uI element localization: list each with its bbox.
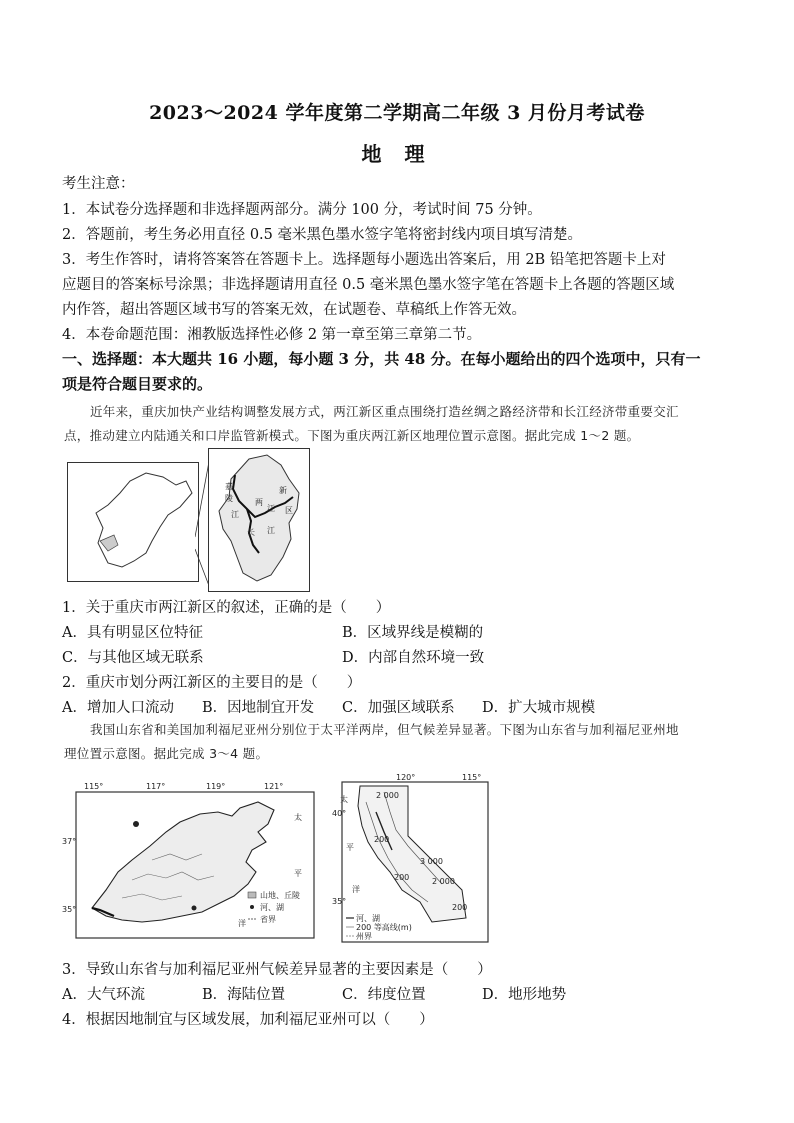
ocean-label: 洋 bbox=[238, 919, 246, 928]
lat-label: 35° bbox=[62, 905, 77, 914]
option-2c: C．加强区域联系 bbox=[342, 700, 455, 716]
ocean-label: 太 bbox=[340, 795, 348, 804]
legend-label: 河、湖 bbox=[356, 914, 380, 923]
notice-line: 应题目的答案标号涂黑；非选择题请用直径 0.5 毫米黑色墨水签字笔在答题卡上各题的答题区域 bbox=[62, 277, 675, 293]
option-1a: A．具有明显区位特征 bbox=[62, 625, 203, 641]
contour-label: 2 000 bbox=[432, 877, 455, 886]
exam-title: 2023～2024 学年度第二学期高二年级 3 月份月考试卷 bbox=[149, 102, 645, 124]
option-3a: A．大气环流 bbox=[62, 987, 145, 1003]
lon-label: 119° bbox=[206, 782, 226, 791]
chongqing-outline bbox=[96, 473, 192, 567]
passage-2-line: 我国山东省和美国加利福尼亚州分别位于太平洋两岸，但气候差异显著。下图为山东省与加利福尼亚州地 bbox=[90, 722, 679, 737]
contour-label: 2 000 bbox=[376, 791, 399, 800]
option-2a: A．增加人口流动 bbox=[62, 700, 174, 716]
legend-label: 河、湖 bbox=[260, 903, 284, 912]
ocean-label: 平 bbox=[294, 869, 302, 878]
question-1-stem: 1．关于重庆市两江新区的叙述，正确的是（ ） bbox=[62, 600, 391, 616]
shandong-map bbox=[62, 780, 328, 944]
map-label: 江 bbox=[267, 504, 275, 513]
map-label: 嘉 bbox=[225, 482, 233, 491]
question-4-stem: 4．根据因地制宜与区域发展，加利福尼亚州可以（ ） bbox=[62, 1012, 434, 1028]
chongqing-overview-map bbox=[67, 462, 199, 582]
subject-title: 地 理 bbox=[361, 142, 433, 166]
option-3c: C．纬度位置 bbox=[342, 987, 426, 1003]
map-label: 江 bbox=[267, 526, 275, 535]
ocean-label: 洋 bbox=[352, 885, 360, 894]
option-2d: D．扩大城市规模 bbox=[482, 700, 596, 716]
contour-label: 3 000 bbox=[420, 857, 443, 866]
lat-label: 40° bbox=[332, 809, 347, 818]
map-label: 区 bbox=[285, 506, 293, 515]
passage-2-line: 理位置示意图。据此完成 3～4 题。 bbox=[64, 746, 269, 761]
liangjiang-detail-map bbox=[208, 448, 310, 592]
notice-line: 内作答，超出答题区域书写的答案无效，在试题卷、草稿纸上作答无效。 bbox=[62, 302, 526, 318]
map-label: 陵 bbox=[225, 494, 233, 503]
lon-label: 117° bbox=[146, 782, 166, 791]
contour-label: 200 bbox=[374, 835, 390, 844]
question-3-stem: 3．导致山东省与加利福尼亚州气候差异显著的主要因素是（ ） bbox=[62, 962, 492, 978]
lon-label: 115° bbox=[462, 773, 482, 782]
passage-1-line: 近年来，重庆加快产业结构调整发展方式，两江新区重点围绕打造丝绸之路经济带和长江经济带重要交汇 bbox=[90, 404, 679, 419]
lat-label: 37° bbox=[62, 837, 77, 846]
option-2b: B．因地制宜开发 bbox=[202, 700, 315, 716]
lon-label: 120° bbox=[396, 773, 416, 782]
map-label: 新 bbox=[279, 486, 287, 495]
notice-line: 1．本试卷分选择题和非选择题两部分。满分 100 分，考试时间 75 分钟。 bbox=[62, 202, 542, 218]
ocean-label: 平 bbox=[346, 843, 354, 852]
option-1d: D．内部自然环境一致 bbox=[342, 650, 485, 666]
map-label: 江 bbox=[231, 510, 239, 519]
notice-line: 3．考生作答时，请将答案答在答题卡上。选择题每小题选出答案后，用 2B 铅笔把答题卡上对 bbox=[62, 252, 666, 268]
option-1b: B．区域界线是模糊的 bbox=[342, 625, 484, 641]
map-label: 两 bbox=[255, 498, 263, 507]
option-3b: B．海陆位置 bbox=[202, 987, 286, 1003]
question-2-stem: 2．重庆市划分两江新区的主要目的是（ ） bbox=[62, 675, 362, 691]
notice-line: 4．本卷命题范围：湘教版选择性必修 2 第一章至第三章第二节。 bbox=[62, 327, 482, 343]
notice-heading: 考生注意： bbox=[62, 176, 135, 192]
california-map bbox=[332, 772, 492, 944]
option-3d: D．地形地势 bbox=[482, 987, 567, 1003]
legend-label: 州界 bbox=[356, 932, 372, 941]
legend-label: 山地、丘陵 bbox=[260, 891, 300, 900]
passage-1-line: 点，推动建立内陆通关和口岸监管新模式。下图为重庆两江新区地理位置示意图。据此完成 1～2 题。 bbox=[64, 428, 640, 443]
lat-label: 35° bbox=[332, 897, 347, 906]
legend-label: 200 等高线(m) bbox=[356, 923, 412, 932]
lon-label: 115° bbox=[84, 782, 104, 791]
section-heading: 一、选择题：本大题共 16 小题，每小题 3 分，共 48 分。在每小题给出的四个选项中，只有一 bbox=[62, 350, 701, 368]
lon-label: 121° bbox=[264, 782, 284, 791]
liangjiang-highlight bbox=[100, 535, 118, 551]
notice-line: 2．答题前，考生务必用直径 0.5 毫米黑色墨水签字笔将密封线内项目填写清楚。 bbox=[62, 227, 583, 243]
map-label: 长 bbox=[247, 528, 255, 537]
section-heading-cont: 项是符合题目要求的。 bbox=[62, 375, 213, 393]
legend-label: 省界 bbox=[260, 915, 276, 924]
contour-label: 200 bbox=[452, 903, 468, 912]
option-1c: C．与其他区域无联系 bbox=[62, 650, 204, 666]
contour-label: 200 bbox=[394, 873, 410, 882]
ocean-label: 太 bbox=[294, 813, 302, 822]
